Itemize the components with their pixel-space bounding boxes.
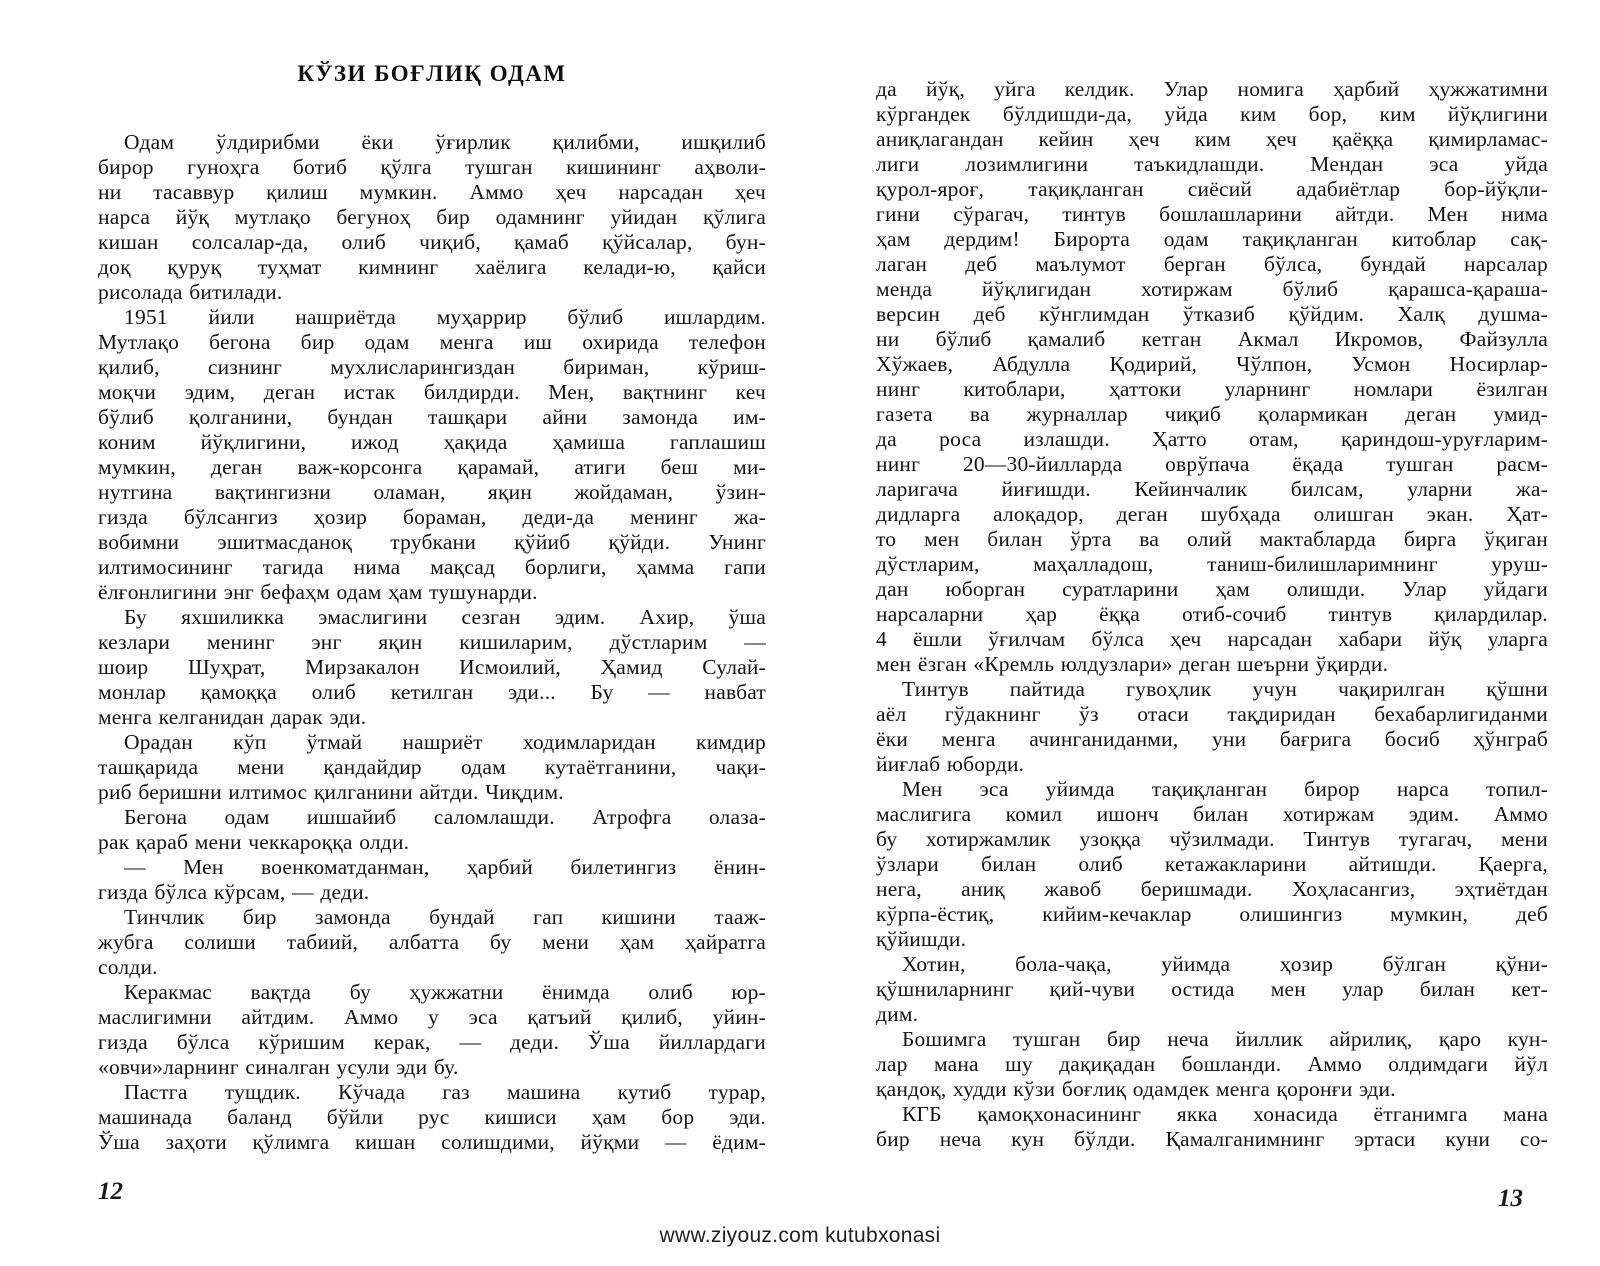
text-line: газета ва журналлар чиқиб қолармикан деган умид- xyxy=(876,402,1548,426)
page-right xyxy=(876,77,1548,1152)
text-line: Бошимга тушган бир неча йиллик айрилиқ, қаро кун- xyxy=(902,1027,1548,1051)
text-line: Мен эса уйимда тақиқланган бирор нарса топил- xyxy=(902,777,1548,801)
text-line: ҳам дердим! Бирорта одам тақиқланган китоблар сақ- xyxy=(876,227,1548,251)
text-line: доқ қуруқ туҳмат кимнинг хаёлига келади-ю, қайси xyxy=(98,255,766,279)
text-line: лиги лозимлигини таъкидлашди. Мендан эса уйда xyxy=(876,152,1548,176)
text-line: Тинтув пайтида гувоҳлик учун чақирилган қўшни xyxy=(902,677,1548,701)
text-line: ташқарида мени қандайдир одам кутаётганини, чақи- xyxy=(98,755,766,779)
text-line: аниқлагандан кейин ҳеч ким ҳеч қаёққа қимирламас- xyxy=(876,127,1548,151)
paragraph xyxy=(876,1102,1548,1152)
text-line: аёл гўдакнинг ўз отаси тақдиридан бехабарлигиданми xyxy=(876,702,1548,726)
paragraph xyxy=(876,952,1548,1027)
text-line: ёлғонлигини энг бефаҳм одам ҳам тушунарди. xyxy=(98,580,538,604)
chapter-title: КЎЗИ БОҒЛИҚ ОДАМ xyxy=(297,61,567,86)
text-line: менда йўқлигидан хотиржам бўлиб қарашса-қараша- xyxy=(876,277,1548,301)
text-line: кишан солсалар-да, олиб чиқиб, қамаб қўйсалар, бун- xyxy=(98,230,766,254)
text-line: коним йўқлигини, ижод ҳақида ҳамиша гаплашиш xyxy=(98,430,766,454)
text-line: лар мана шу дақиқадан бошланди. Аммо олдимдаги йўл xyxy=(876,1052,1548,1076)
text-line: дим. xyxy=(876,1002,919,1026)
page-right-text xyxy=(876,77,1548,1152)
text-line: — Мен военкоматданман, ҳарбий билетингиз ёнин- xyxy=(124,855,766,879)
text-line: Орадан кўп ўтмай нашриёт ходимларидан кимдир xyxy=(124,730,766,754)
text-line: Тинчлик бир замонда бундай гап кишини тааж- xyxy=(124,905,766,929)
text-line: ўзлари билан олиб кетажакларини айтишди. Қаерга, xyxy=(876,852,1548,876)
text-line: нарса йўқ мутлақо бегуноҳ бир одамнинг уйидан қўлига xyxy=(98,205,766,229)
text-line: рак қараб мени чеккароққа олди. xyxy=(98,830,410,854)
text-line: дўстларим, маҳалладош, таниш-билишларимнинг уруш- xyxy=(876,552,1548,576)
text-line: да йўқ, уйга келдик. Улар номига ҳарбий ҳужжатимни xyxy=(876,77,1548,101)
text-line: йиғлаб юборди. xyxy=(876,752,1025,776)
text-line: қилиб, сизнинг мухлисларингиздан бириман, кўриш- xyxy=(98,355,766,379)
paragraph xyxy=(98,130,766,305)
text-line: 4 ёшли ўғилчам бўлса ҳеч нарсадан хабари йўқ уларга xyxy=(876,627,1548,651)
text-line: рисолада битилади. xyxy=(98,280,283,304)
paragraph xyxy=(98,980,766,1080)
text-line: монлар қамоққа олиб кетилган эди... Бу — навбат xyxy=(98,680,766,704)
text-line: гизда бўлсангиз ҳозир бораман, деди-да менинг жа- xyxy=(98,505,766,529)
text-line: нинг китоблари, ҳаттоки уларнинг номлари ёзилган xyxy=(876,377,1548,401)
paragraph xyxy=(876,1027,1548,1102)
text-line: Бу яхшиликка эмаслигини сезган эдим. Ахир, ўша xyxy=(124,605,766,629)
text-line: моқчи эдим, деган истак билдирди. Мен, вақтнинг кеч xyxy=(98,380,766,404)
page-number-right: 13 xyxy=(1498,1185,1523,1212)
text-line: ни бўлиб қамалиб кетган Акмал Икромов, Файзулла xyxy=(876,327,1548,351)
paragraph xyxy=(98,305,766,605)
text-line: маслигига комил ишонч билан хотиржам эдим. Аммо xyxy=(876,802,1548,826)
text-line: Одам ўлдирибми ёки ўғирлик қилибми, ишқилиб xyxy=(124,130,766,154)
paragraph xyxy=(98,730,766,805)
text-line: Пастга тущдик. Кўчада газ машина кутиб турар, xyxy=(124,1080,766,1104)
text-line: 1951 йили нашриётда муҳаррир бўлиб ишлардим. xyxy=(124,305,766,329)
text-line: бир неча кун бўлди. Қамалганимнинг эртаси куни со- xyxy=(876,1127,1548,1151)
text-line: машинада баланд бўйли рус кишиси ҳам бор эди. xyxy=(98,1105,766,1129)
paragraph xyxy=(98,1080,766,1155)
page-number-left: 12 xyxy=(98,1178,123,1205)
text-line: нутгина вақтингизни оламан, яқин жойдаман, ўзин- xyxy=(98,480,766,504)
text-line: Хўжаев, Абдулла Қодирий, Чўлпон, Усмон Носирлар- xyxy=(876,352,1548,376)
paragraph xyxy=(876,677,1548,777)
text-line: кўрпа-ёстиқ, кийим-кечаклар олишингиз мумкин, деб xyxy=(876,902,1548,926)
text-line: Мутлақо бегона бир одам менга иш охирида телефон xyxy=(98,330,766,354)
text-line: менга келганидан дарак эди. xyxy=(98,705,367,729)
text-line: нарсаларни ҳар ёққа отиб-сочиб тинтув қилардилар. xyxy=(876,602,1548,626)
text-line: илтимосининг тагида нима мақсад борлиги, ҳамма гапи xyxy=(98,555,766,579)
text-line: дидларга алоқадор, деган шубҳада олишган экан. Ҳат- xyxy=(876,502,1548,526)
text-line: бирор гуноҳга ботиб қўлга тушган кишининг аҳволи- xyxy=(98,155,766,179)
text-line: то мен билан ўрта ва олий мактабларда бирга ўқиган xyxy=(876,527,1548,551)
watermark-text: www.ziyouz.com kutubxonasi xyxy=(659,1224,941,1247)
paragraph xyxy=(98,805,766,855)
text-line: Бегона одам ишшайиб саломлашди. Атрофга олаза- xyxy=(124,805,766,829)
text-line: дан юборган суратларини ҳам олишди. Улар уйдаги xyxy=(876,577,1548,601)
paragraph xyxy=(98,905,766,980)
text-line: ёки менга ачинганиданми, уни бағрига босиб ҳўнграб xyxy=(876,727,1548,751)
page-left-text xyxy=(98,130,766,1155)
text-line: қўйишди. xyxy=(876,927,967,951)
text-line: гини сўрагач, тинтув бошлашларини айтди. Мен нима xyxy=(876,202,1548,226)
text-line: гизда бўлса кўришим керак, — деди. Ўша йиллардаги xyxy=(98,1030,766,1054)
text-line: шоир Шуҳрат, Мирзакалон Исмоилий, Ҳамид Сулай- xyxy=(98,655,766,679)
text-line: кўргандек бўлдишди-да, уйда ким бор, ким йўқлигини xyxy=(876,102,1548,126)
text-line: КГБ қамоқхонасининг якка хонасида ётганимга мана xyxy=(902,1102,1548,1126)
text-line: нега, аниқ жавоб беришмади. Хоҳласангиз, эҳтиётдан xyxy=(876,877,1548,901)
text-line: мумкин, деган важ-корсонга қарамай, атиги беш ми- xyxy=(98,455,766,479)
text-line: қўшниларнинг қий-чуви остида мен улар билан кет- xyxy=(876,977,1548,1001)
paragraph xyxy=(98,855,766,905)
text-line: жубга солиши табиий, албатта бу мени ҳам ҳайратга xyxy=(98,930,766,954)
text-line: вобимни эшитмасданоқ трубкани қўйиб қўйди. Унинг xyxy=(98,530,766,554)
text-line: кезлари менинг энг яқин кишиларим, дўстларим — xyxy=(98,630,766,654)
text-line: Керакмас вақтда бу ҳужжатни ёнимда олиб юр- xyxy=(124,980,766,1004)
text-line: «овчи»ларнинг синалган усули эди бу. xyxy=(98,1055,459,1079)
text-line: лаган деб маълумот берган бўлса, бундай нарсалар xyxy=(876,252,1548,276)
text-line: қандоқ, худди кўзи боғлиқ одамдек менга қоронғи эди. xyxy=(876,1077,1396,1101)
text-line: нинг 20—30-йилларда оврўпача ёқада тушган расм- xyxy=(876,452,1548,476)
text-line: бу хотиржамлик узоққа чўзилмади. Тинтув тугагач, мени xyxy=(876,827,1548,851)
text-line: Ўша заҳоти қўлимга кишан солишдими, йўқми — ёдим- xyxy=(98,1130,766,1154)
text-line: мен ёзган «Кремль юлдузлари» деган шеърни ўқирди. xyxy=(876,652,1389,676)
paragraph xyxy=(876,77,1548,677)
text-line: версин деб кўнглимдан ўтказиб қўйдим. Халқ душма- xyxy=(876,302,1548,326)
page-left xyxy=(98,60,766,1155)
text-line: гизда бўлса кўрсам, — деди. xyxy=(98,880,370,904)
text-line: қурол-яроғ, тақиқланган сиёсий адабиётлар бор-йўқли- xyxy=(876,177,1548,201)
text-line: солди. xyxy=(98,955,158,979)
text-line: да роса излашди. Ҳатто отам, қариндош-уруғларим- xyxy=(876,427,1548,451)
text-line: риб беришни илтимос қилганини айтди. Чиқдим. xyxy=(98,780,564,804)
paragraph xyxy=(98,605,766,730)
text-line: ларигача йиғишди. Кейинчалик билсам, уларни жа- xyxy=(876,477,1548,501)
text-line: Хотин, бола-чақа, уйимда ҳозир бўлган қўни- xyxy=(902,952,1548,976)
text-line: ни тасаввур қилиш мумкин. Аммо ҳеч нарсадан ҳеч xyxy=(98,180,766,204)
text-line: маслигимни айтдим. Аммо у эса қатъий қилиб, уйин- xyxy=(98,1005,766,1029)
text-line: бўлиб қолганини, бундан ташқари айни замонда им- xyxy=(98,405,766,429)
paragraph xyxy=(876,777,1548,952)
